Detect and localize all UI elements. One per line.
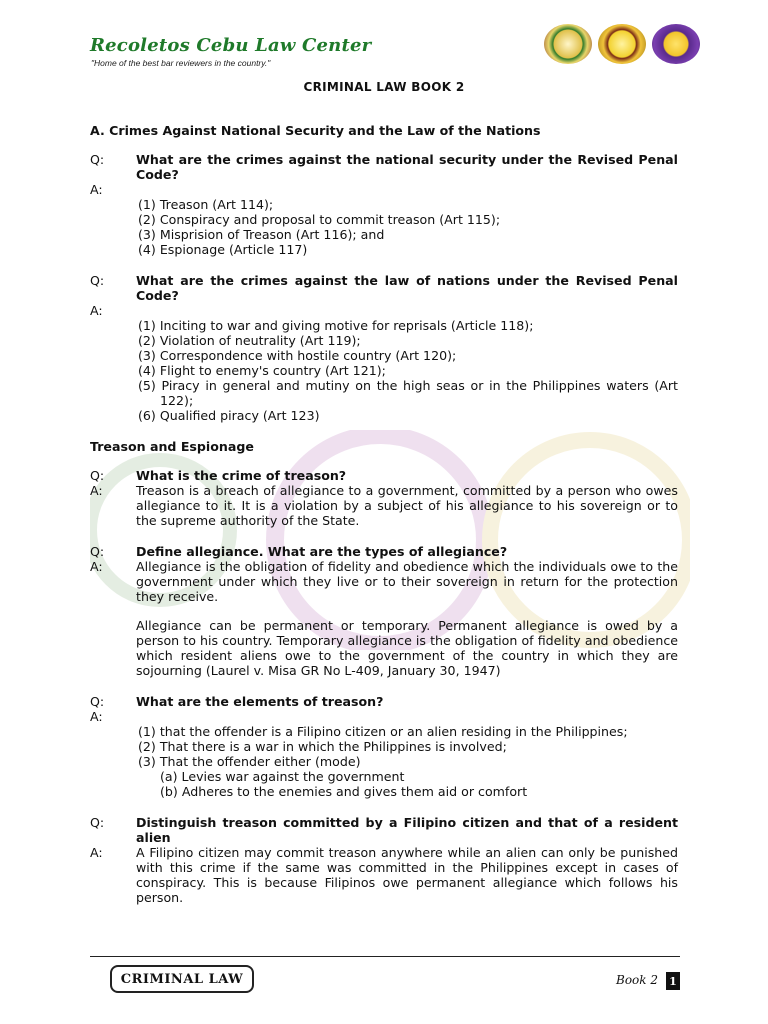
question (90, 815, 678, 845)
sublist-item: (a) Levies war against the government (160, 769, 405, 784)
university-seal-icon (544, 24, 592, 64)
a-tag: A: (90, 483, 103, 498)
qa-block-2 (90, 273, 678, 423)
qa-block-3 (90, 468, 678, 528)
question (90, 273, 678, 303)
q-tag: Q: (90, 468, 105, 483)
a-tag: A: (90, 559, 103, 574)
a-tag: A: (90, 709, 103, 724)
question (90, 468, 678, 483)
document-title: CRIMINAL LAW BOOK 2 (303, 80, 465, 94)
question (90, 544, 678, 559)
qa-block-6 (90, 815, 678, 905)
brand-tagline: "Home of the best bar reviewers in the country." (91, 58, 271, 68)
footer-book-label: Book 2 (616, 973, 658, 987)
question-text: What is the crime of treason? (136, 468, 347, 483)
page-number: 1 (666, 972, 680, 990)
list-item: (6) Qualified piracy (Art 123) (138, 408, 320, 423)
list-item: (4) Espionage (Article 117) (138, 242, 308, 257)
section-heading: A. Crimes Against National Security and the Law of the Nations (90, 123, 541, 138)
answer (90, 182, 678, 197)
sublist-item: (b) Adheres to the enemies and gives them aid or comfort (160, 784, 528, 799)
footer-subject-label: CRIMINAL LAW (110, 965, 254, 993)
list-item: (1) Inciting to war and giving motive for reprisals (Article 118); (138, 318, 534, 333)
answer-text: A Filipino citizen may commit treason anywhere while an alien can only be punished with this crime if the same was committed in the Philippines except in cases of conspiracy. This is because Filipinos owe permanent allegiance which follows his person. (136, 845, 678, 905)
answer-list (138, 197, 678, 257)
a-tag: A: (90, 303, 103, 318)
answer (90, 709, 678, 724)
list-item: (3) Misprision of Treason (Art 116); and (138, 227, 385, 242)
subheading: Treason and Espionage (90, 439, 254, 454)
question (90, 694, 678, 709)
q-tag: Q: (90, 694, 105, 709)
answer (90, 845, 678, 905)
law-center-seal-icon (598, 24, 646, 64)
question-text: Define allegiance. What are the types of allegiance? (136, 544, 508, 559)
brand-name: Recoletos Cebu Law Center (90, 35, 372, 56)
q-tag: Q: (90, 544, 105, 559)
question (90, 152, 678, 182)
q-tag: Q: (90, 273, 105, 288)
a-tag: A: (90, 845, 103, 860)
list-item: (3) That the offender either (mode) (138, 754, 361, 769)
list-item: (2) Violation of neutrality (Art 119); (138, 333, 361, 348)
qa-block-1 (90, 152, 678, 257)
qa-block-4 (90, 544, 678, 678)
page-header (90, 35, 371, 68)
q-tag: Q: (90, 152, 105, 167)
list-item: (5) Piracy in general and mutiny on the high seas or in the Philippines waters (Art 122); (138, 378, 678, 408)
answer-text: Allegiance is the obligation of fidelity and obedience which the individuals owe to the government under which they live or to their sovereign in return for the protection they receive. (136, 559, 678, 604)
footer-divider (90, 956, 680, 957)
question-text: What are the crimes against the law of nations under the Revised Penal Code? (136, 273, 678, 303)
list-item: (2) That there is a war in which the Philippines is involved; (138, 739, 507, 754)
question-text: What are the crimes against the national security under the Revised Penal Code? (136, 152, 678, 182)
list-item: (2) Conspiracy and proposal to commit treason (Art 115); (138, 212, 501, 227)
q-tag: Q: (90, 815, 105, 830)
seal-group (544, 24, 700, 64)
answer-text: Treason is a breach of allegiance to a government, committed by a person who owes allegiance to it. It is a violation by a subject of his allegiance to his sovereign or to the supreme authority of the State. (136, 483, 678, 528)
answer (90, 559, 678, 604)
question-text: What are the elements of treason? (136, 694, 384, 709)
answer (90, 303, 678, 318)
answer-list (138, 724, 678, 769)
question-text: Distinguish treason committed by a Filipino citizen and that of a resident alien (136, 815, 678, 845)
qa-block-5 (90, 694, 678, 799)
list-item: (3) Correspondence with hostile country (Art 120); (138, 348, 457, 363)
a-tag: A: (90, 182, 103, 197)
answer (90, 483, 678, 528)
list-item: (4) Flight to enemy's country (Art 121); (138, 363, 386, 378)
document-body (90, 80, 678, 921)
list-item: (1) Treason (Art 114); (138, 197, 274, 212)
school-mascot-seal-icon (652, 24, 700, 64)
list-item: (1) that the offender is a Filipino citizen or an alien residing in the Philippines; (138, 724, 628, 739)
answer-list (138, 318, 678, 423)
answer-sublist (160, 769, 678, 799)
answer-paragraph: Allegiance can be permanent or temporary. Permanent allegiance is owed by a person to his country. Temporary allegiance is the obligation of fidelity and obedience which resident aliens owe to the government of the country in which they are sojourning (Laurel v. Misa GR No L-409, January 30, 1947) (136, 618, 678, 678)
